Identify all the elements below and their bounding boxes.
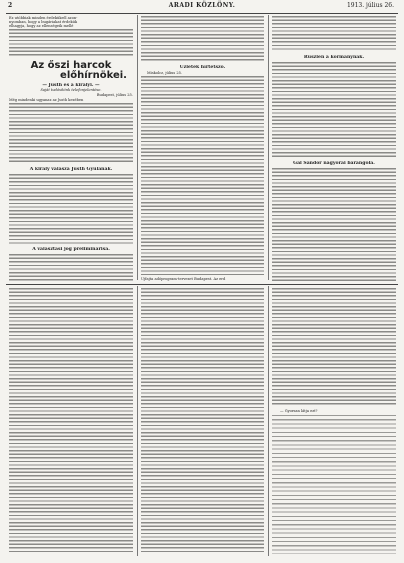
column-rule (137, 15, 138, 280)
subheading-king-reply: A király válasza Justh Gyulának. (29, 167, 113, 172)
article-heading: Üzletek hírtetsző. (179, 65, 226, 70)
body-text (9, 254, 133, 281)
article-heading-line2: előhírnökei. (60, 70, 127, 81)
column-2-lower (141, 288, 264, 556)
footer-line: Újfajta adóprogram-tervezet Budapest. Az erd (141, 277, 226, 281)
intro-line: nyomban, hogy a bugáriakat érdekük (9, 20, 78, 24)
article-dateline: Budapest, július 25. (96, 93, 133, 97)
article-heading: Gál Sándor nagyorai barangolá. (293, 161, 375, 166)
article-heading: Az őszi harcok (30, 60, 112, 71)
article-heading: Ruszlen a kormánynak. (303, 55, 365, 60)
article-dateline: Miskolcz, július 25. (147, 71, 183, 75)
newspaper-title: ARADI KÖZLÖNY. (168, 2, 236, 9)
column-2 (141, 16, 264, 282)
column-1 (9, 16, 133, 282)
body-text (141, 76, 264, 275)
column-3 (272, 16, 396, 282)
intro-line: elhagyja, hogy az ellenségeik mellé (9, 24, 74, 28)
section-divider (6, 284, 398, 285)
page-number: 2 (8, 2, 13, 9)
body-text (272, 62, 396, 158)
body-text (9, 174, 133, 244)
body-text (9, 103, 133, 164)
column-rule (268, 15, 269, 280)
paragraph-start: Még mindenki ugyanaz az Justh kezében (9, 98, 84, 102)
body-text (9, 29, 133, 58)
column-rule (268, 286, 269, 556)
dialogue-line: — Gyorsan látja ezt? (280, 409, 318, 413)
column-1-lower (9, 288, 133, 556)
column-rule (137, 286, 138, 556)
body-text (272, 16, 396, 52)
subheading-election-law: A választási jog preliminárisa. (32, 247, 110, 252)
article-byline-note: Saját tudósítónk telefonjelentése. (40, 88, 102, 92)
body-text (272, 415, 396, 554)
article-byline: — Justh és a királyi. — (42, 83, 100, 88)
body-text (141, 16, 264, 62)
header-rule (6, 13, 398, 14)
body-text (272, 288, 396, 406)
intro-line: Ez utóbbiak minden érdekükről azon- (9, 16, 78, 20)
body-text (141, 288, 264, 554)
issue-date: 1913. július 26. (346, 2, 394, 9)
column-3-lower (272, 288, 396, 556)
body-text (9, 288, 133, 554)
body-text (272, 168, 396, 281)
page-header (0, 0, 404, 12)
